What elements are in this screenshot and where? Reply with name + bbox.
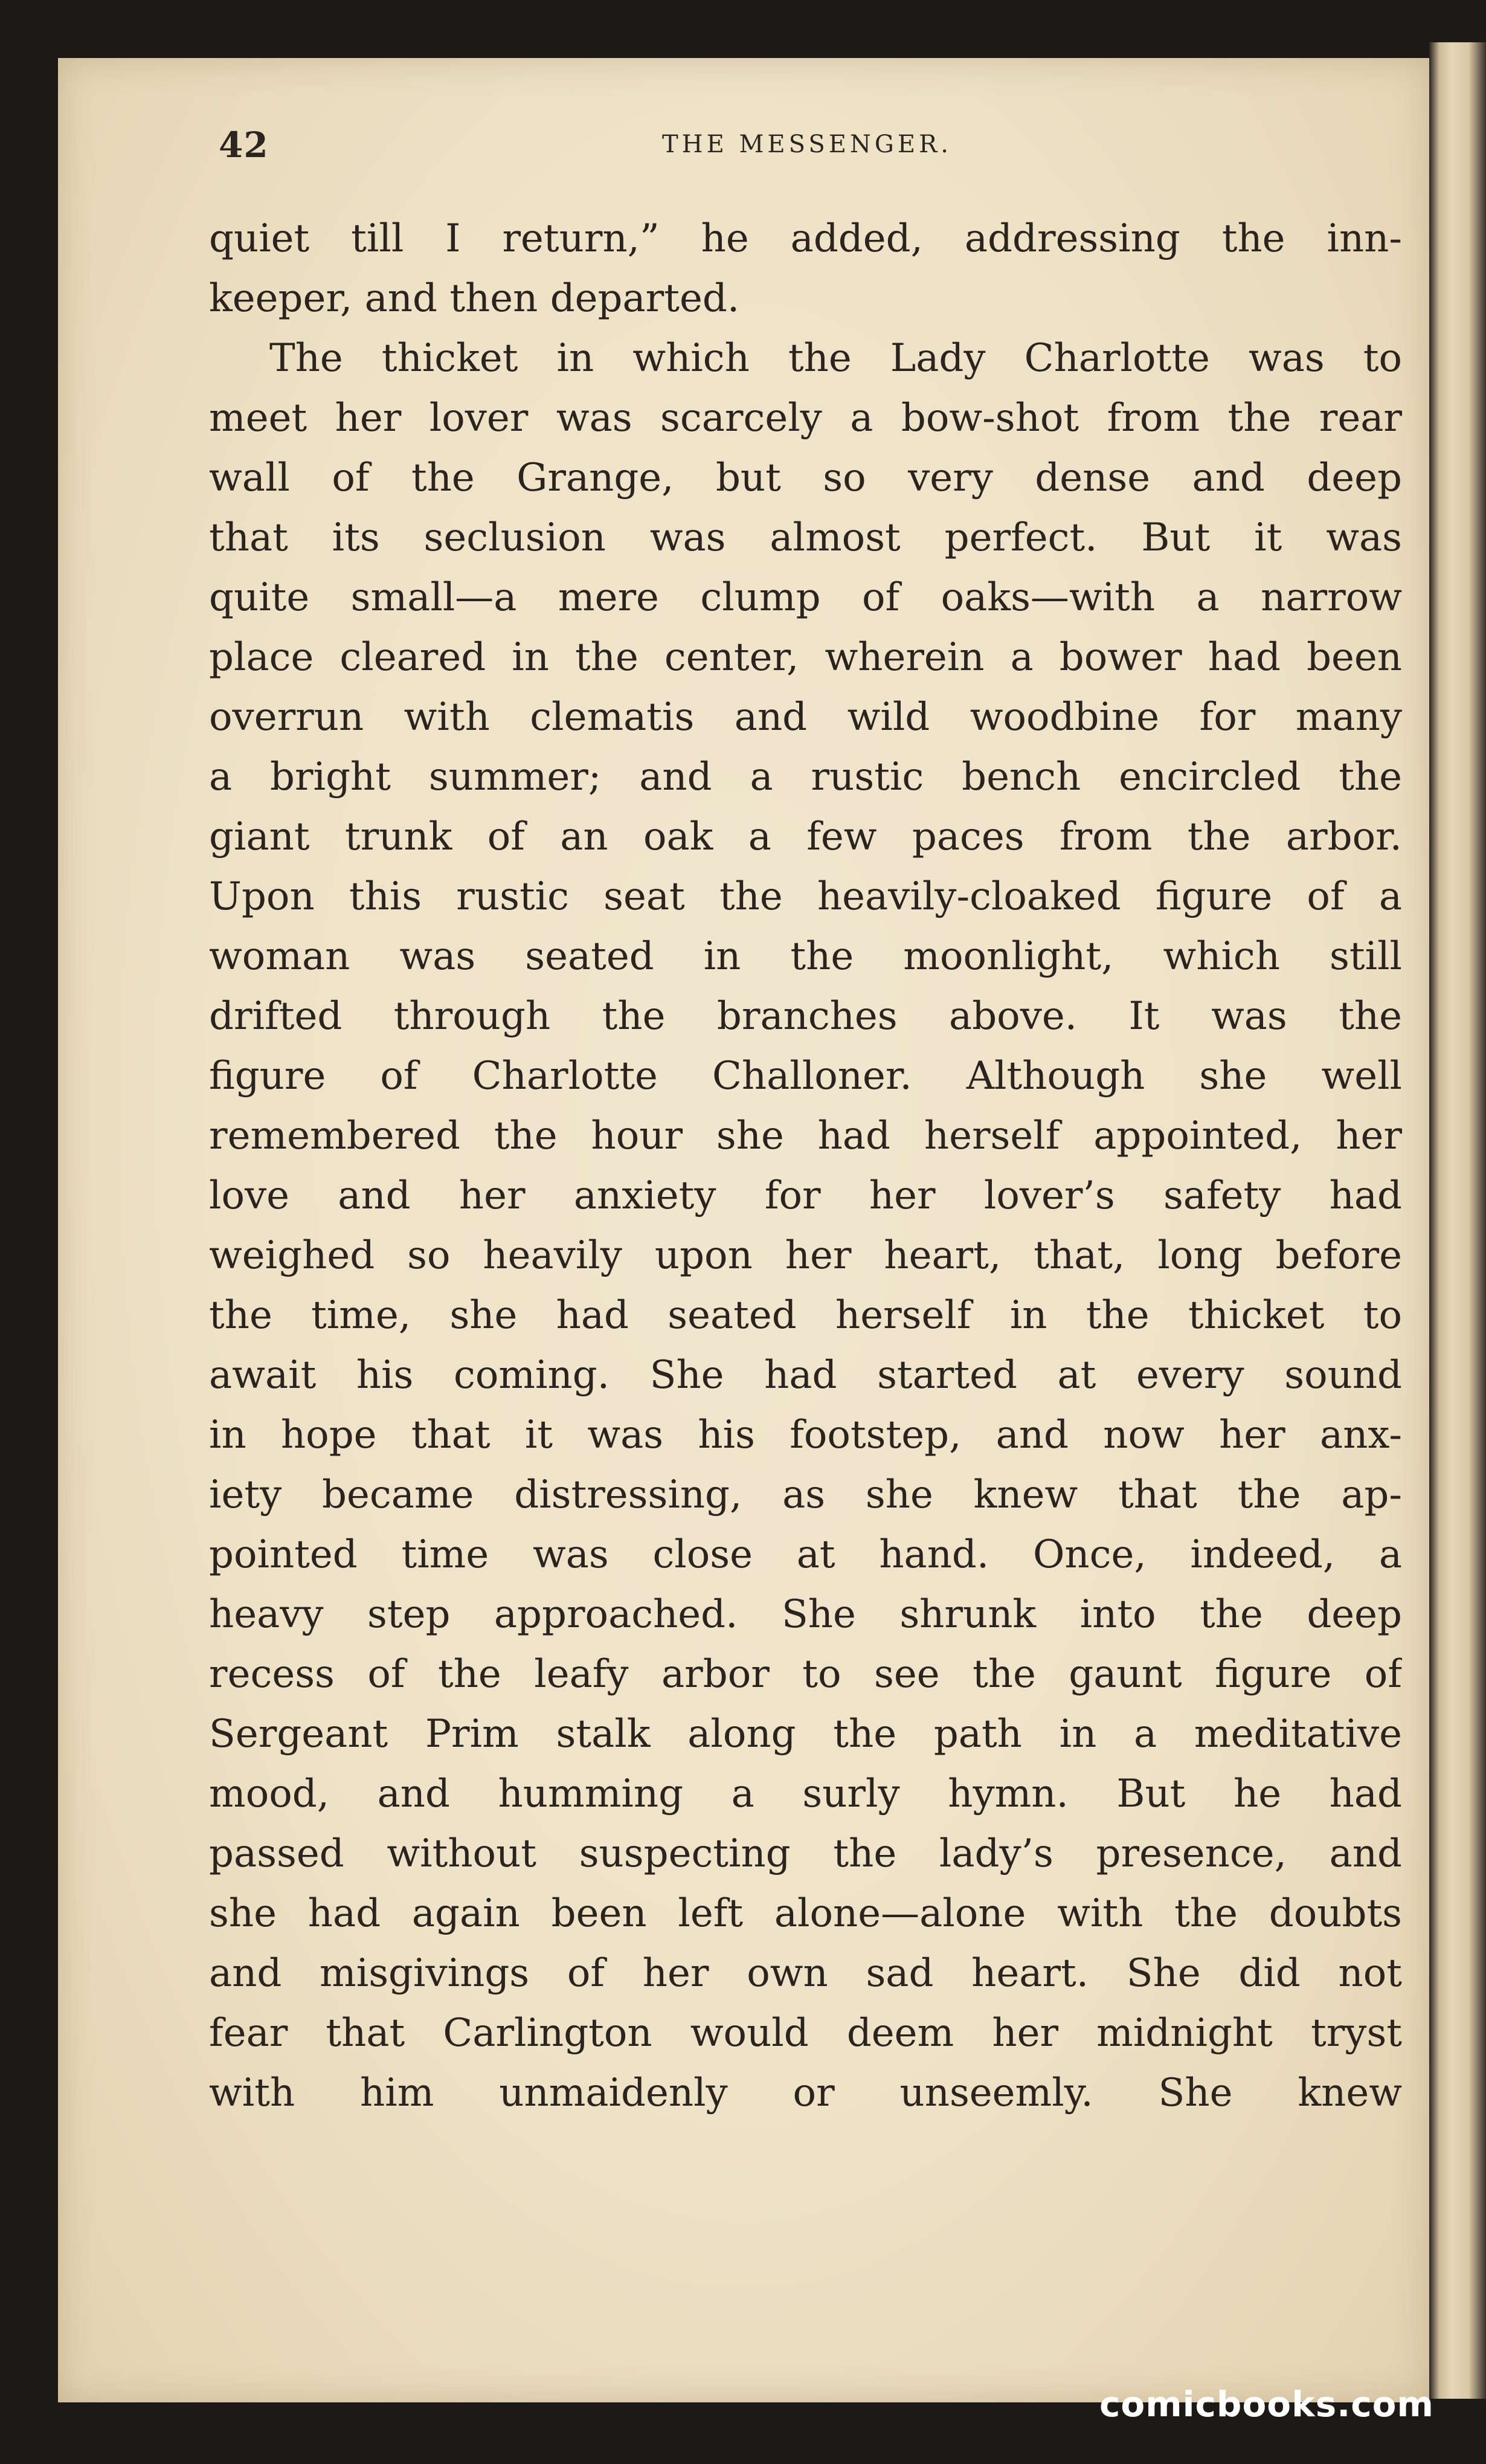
text-line: wall of the Grange, but so very dense and deep (209, 456, 1402, 500)
text-line: with him unmaidenly or unseemly. She knew (209, 2071, 1402, 2115)
text-line: meet her lover was scarcely a bow-shot from the rear (209, 396, 1402, 440)
text-line: quiet till I return,” he added, addressing the inn- (209, 216, 1402, 261)
text-line: place cleared in the center, wherein a bower had been (209, 635, 1402, 680)
text-line: keeper, and then departed. (209, 276, 740, 321)
text-line: the time, she had seated herself in the thicket to (209, 1293, 1402, 1338)
text-line: overrun with clematis and wild woodbine for many (209, 695, 1402, 740)
text-line: Sergeant Prim stalk along the path in a meditative (209, 1712, 1402, 1756)
page-number: 42 (219, 124, 269, 166)
text-line: remembered the hour she had herself appointed, her (209, 1114, 1402, 1158)
text-line: she had again been left alone—alone with the doubts (209, 1891, 1402, 1936)
text-line: that its seclusion was almost perfect. But it was (209, 515, 1402, 560)
text-line: woman was seated in the moonlight, which still (209, 934, 1402, 979)
text-line: mood, and humming a surly hymn. But he had (209, 1772, 1402, 1816)
text-line: iety became distressing, as she knew that the ap- (209, 1472, 1402, 1517)
text-line: fear that Carlington would deem her midnight tryst (209, 2011, 1402, 2056)
text-line: and misgivings of her own sad heart. She did not (209, 1951, 1402, 1996)
running-title: THE MESSENGER. (662, 131, 952, 158)
text-line: in hope that it was his footstep, and now her anx- (209, 1413, 1402, 1457)
text-line: a bright summer; and a rustic bench encircled the (209, 755, 1402, 799)
text-line: figure of Charlotte Challoner. Although she well (209, 1054, 1402, 1098)
text-line: pointed time was close at hand. Once, indeed, a (209, 1532, 1402, 1577)
page-edge (1429, 42, 1486, 2399)
text-line: passed without suspecting the lady’s presence, and (209, 1831, 1402, 1876)
text-line: await his coming. She had started at every sound (209, 1353, 1402, 1398)
book-page (58, 58, 1429, 2402)
body-text (209, 209, 1402, 2123)
text-line: The thicket in which the Lady Charlotte was to (269, 336, 1402, 381)
text-line: Upon this rustic seat the heavily-cloaked figure of a (209, 874, 1402, 919)
text-line: giant trunk of an oak a few paces from the arbor. (209, 814, 1402, 859)
text-line: love and her anxiety for her lover’s safety had (209, 1173, 1402, 1218)
text-line: recess of the leafy arbor to see the gaunt figure of (209, 1652, 1402, 1697)
watermark: comicbooks.com (1099, 2384, 1434, 2425)
running-head (58, 124, 1429, 179)
text-line: drifted through the branches above. It was the (209, 994, 1402, 1039)
text-line: heavy step approached. She shrunk into the deep (209, 1592, 1402, 1637)
text-line: quite small—a mere clump of oaks—with a narrow (209, 575, 1402, 620)
text-line: weighed so heavily upon her heart, that, long before (209, 1233, 1402, 1278)
